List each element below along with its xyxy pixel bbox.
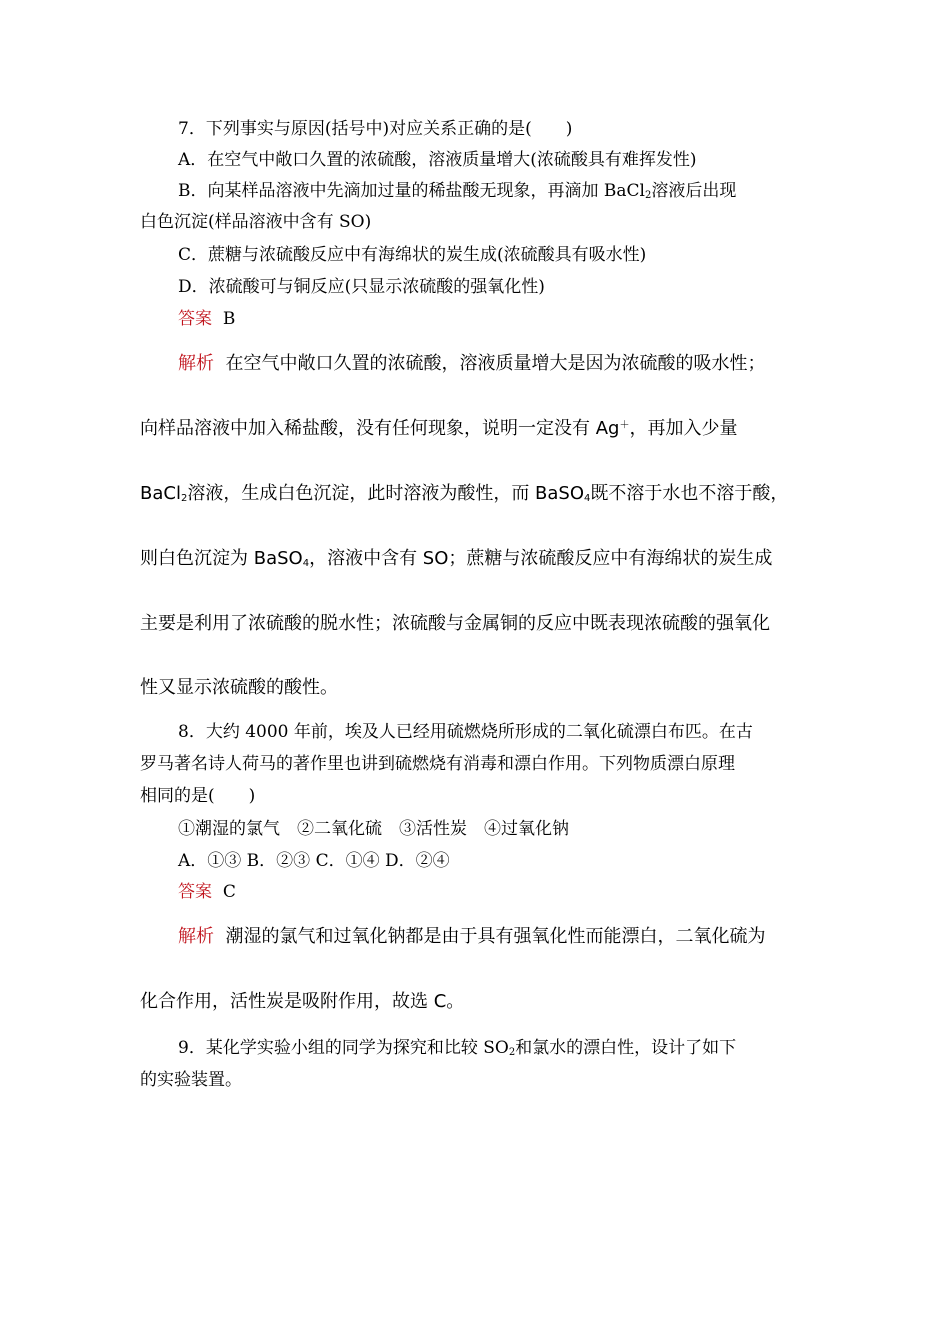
- q7-answer: 答案 B: [178, 309, 236, 329]
- q8-analysis-line1: 解析 潮湿的氯气和过氧化钠都是由于具有强氧化性而能漂白，二氧化硫为: [178, 926, 766, 947]
- q7-analysis-line1: 解析 在空气中敞口久置的浓硫酸，溶液质量增大是因为浓硫酸的吸水性；: [178, 353, 766, 374]
- q7-analysis-line3: BaCl$_2$溶液，生成白色沉淀，此时溶液为酸性，而 BaSO$_4$既不溶于水也不溶于酸，: [140, 483, 789, 504]
- q7-option-a: A．在空气中敞口久置的浓硫酸，溶液质量增大(浓硫酸具有难挥发性): [178, 150, 697, 170]
- q9-stem-line2: 的实验装置。: [140, 1070, 242, 1090]
- q8-analysis-line2: 化合作用，活性炭是吸附作用，故选 C。: [140, 991, 465, 1012]
- answer-label: 答案: [178, 309, 212, 329]
- q7-analysis-line5: 主要是利用了浓硫酸的脱水性；浓硫酸与金属铜的反应中既表现浓硫酸的强氧化: [140, 613, 770, 634]
- q8-options: A．①③ B．②③ C．①④ D．②④: [178, 851, 450, 871]
- q8-answer: 答案 C: [178, 882, 236, 902]
- q7-option-b-line1: B．向某样品溶液中先滴加过量的稀盐酸无现象，再滴加 BaCl$_2$溶液后出现: [178, 181, 737, 201]
- q7-analysis-line4: 则白色沉淀为 BaSO$_4$，溶液中含有 SO；蔗糖与浓硫酸反应中有海绵状的炭生成: [140, 548, 773, 569]
- q7-stem: 7．下列事实与原因(括号中)对应关系正确的是( ): [178, 119, 573, 139]
- q7-analysis-line6: 性又显示浓硫酸的酸性。: [140, 677, 338, 698]
- answer-label: 答案: [178, 882, 212, 902]
- q7-analysis-line2: 向样品溶液中加入稀盐酸，没有任何现象，说明一定没有 Ag＋，再加入少量: [140, 418, 738, 439]
- q8-stem-line3: 相同的是( ): [140, 786, 256, 806]
- q8-items: ①潮湿的氯气 ②二氧化硫 ③活性炭 ④过氧化钠: [178, 819, 569, 839]
- q8-stem-line1: 8．大约 4000 年前，埃及人已经用硫燃烧所形成的二氧化硫漂白布匹。在古: [178, 722, 753, 742]
- q7-option-b-line2: 白色沉淀(样品溶液中含有 SO): [140, 212, 372, 232]
- q7-option-d: D．浓硫酸可与铜反应(只显示浓硫酸的强氧化性): [178, 277, 545, 297]
- analysis-label: 解析: [178, 353, 214, 374]
- q9-stem-line1: 9．某化学实验小组的同学为探究和比较 $SO_2$和氯水的漂白性，设计了如下: [178, 1038, 737, 1058]
- q7-option-c: C．蔗糖与浓硫酸反应中有海绵状的炭生成(浓硫酸具有吸水性): [178, 245, 647, 265]
- q8-stem-line2: 罗马著名诗人荷马的著作里也讲到硫燃烧有消毒和漂白作用。下列物质漂白原理: [140, 754, 735, 774]
- analysis-label: 解析: [178, 926, 214, 947]
